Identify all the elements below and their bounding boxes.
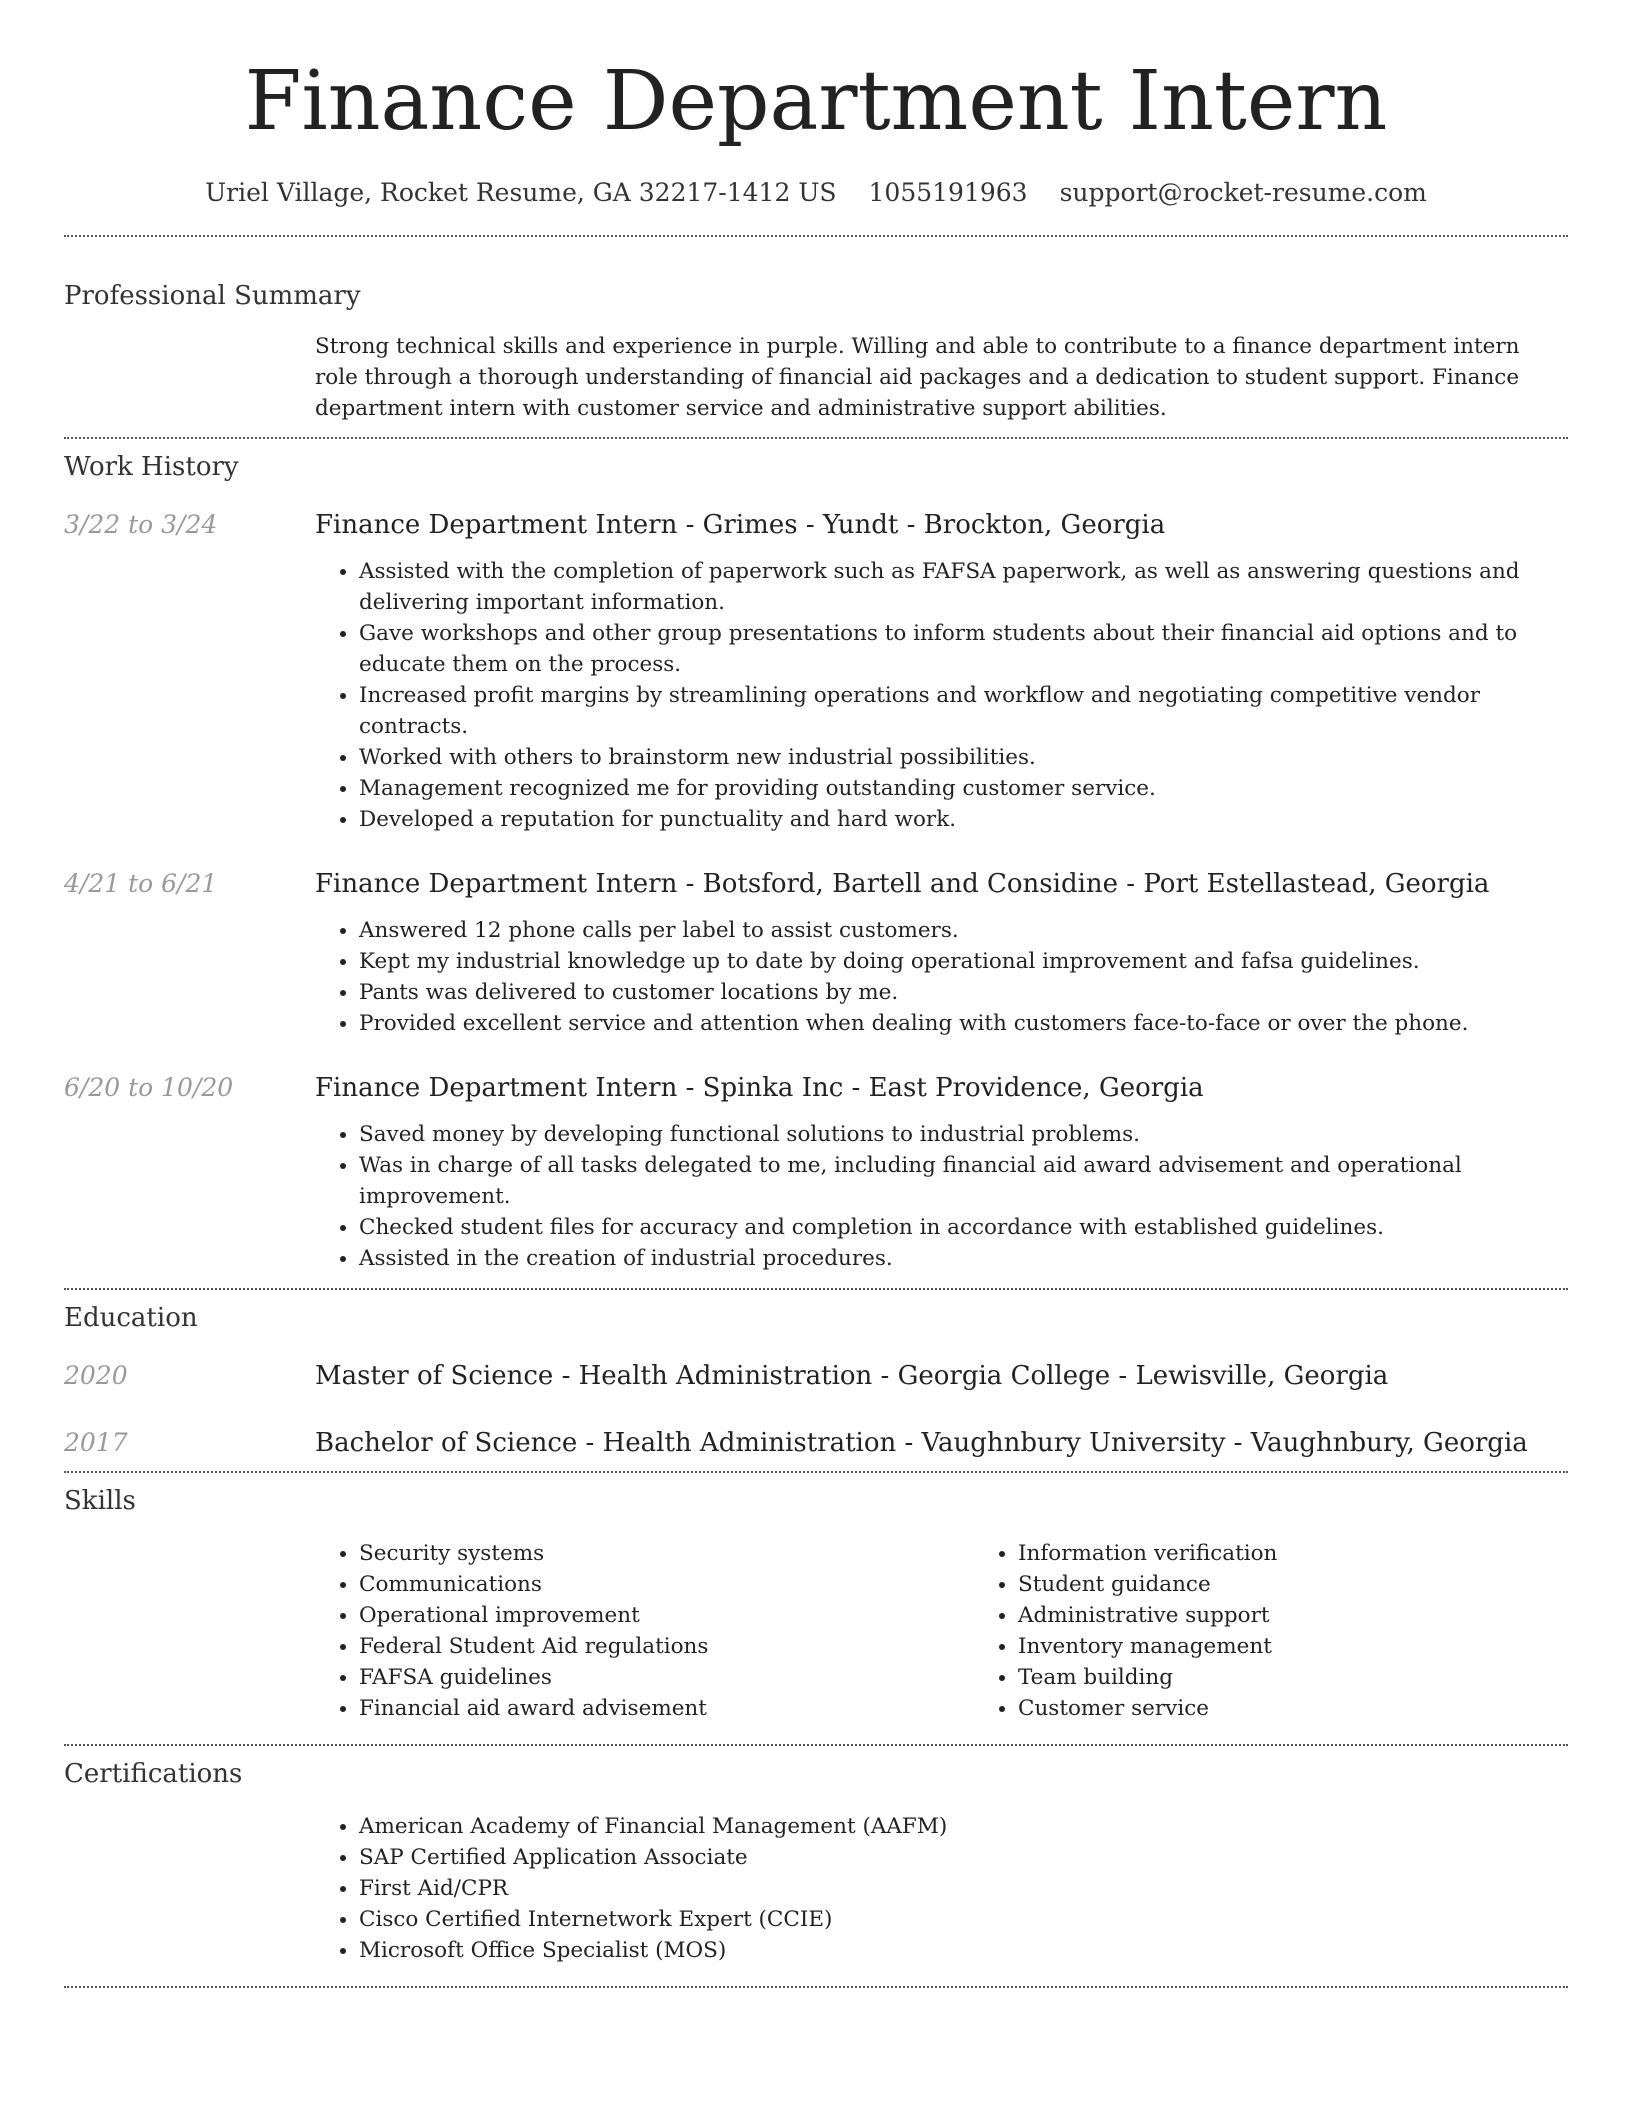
- summary-section: [64, 237, 1568, 424]
- list-item: • Customer service: [1018, 1693, 1632, 1724]
- divider: [64, 1986, 1568, 1988]
- list-item: • Information verification: [1018, 1538, 1632, 1569]
- skills-section: [64, 1473, 1568, 1724]
- section-title-education: Education: [64, 1303, 198, 1333]
- education-degree: Bachelor of Science - Health Administration: [315, 1428, 897, 1458]
- work-section: [64, 439, 1568, 1274]
- job-entry: [64, 867, 1568, 1039]
- job-dates: 3/22 to 3/24: [64, 510, 218, 539]
- list-item: • Saved money by developing functional solutions to industrial problems.: [359, 1119, 1568, 1150]
- list-item: • Management recognized me for providing outstanding customer service.: [359, 773, 1568, 804]
- job-bullets: [315, 556, 1568, 835]
- list-item: • Checked student files for accuracy and completion in accordance with established guidelines.: [359, 1212, 1568, 1243]
- list-item: • FAFSA guidelines: [359, 1662, 974, 1693]
- education-entry: [64, 1359, 1568, 1393]
- list-item: • Microsoft Office Specialist (MOS): [359, 1935, 1568, 1966]
- education-degree: Master of Science - Health Administration: [315, 1361, 873, 1391]
- list-item: • Communications: [359, 1569, 974, 1600]
- section-title-summary: Professional Summary: [64, 281, 361, 311]
- list-item: • Developed a reputation for punctuality and hard work.: [359, 804, 1568, 835]
- list-item: • Security systems: [359, 1538, 974, 1569]
- job-title: Finance Department Intern - Grimes - Yundt - Brockton, Georgia: [315, 510, 1166, 540]
- summary-text: Strong technical skills and experience in purple. Willing and able to contribute to a finance department intern role through a thorough understanding of financial aid packages and a dedication to student support. Finance department intern with customer service and administrative support abilities.: [315, 334, 1520, 421]
- contact-phone: 1055191963: [868, 178, 1028, 207]
- job-title: Finance Department Intern - Botsford, Bartell and Considine - Port Estellastead, Georgia: [315, 869, 1490, 899]
- candidate-name: Finance Department Intern: [244, 54, 1388, 149]
- list-item: • Worked with others to brainstorm new industrial possibilities.: [359, 742, 1568, 773]
- list-item: • Cisco Certified Internetwork Expert (CCIE): [359, 1904, 1568, 1935]
- skills-list-left: [315, 1538, 974, 1724]
- education-section: [64, 1290, 1568, 1460]
- contact-address: Uriel Village, Rocket Resume, GA 32217-1412 US: [205, 178, 837, 207]
- education-school: - Georgia College - Lewisville, Georgia: [872, 1361, 1389, 1391]
- list-item: • Administrative support: [1018, 1600, 1632, 1631]
- section-title-certifications: Certifications: [64, 1759, 243, 1789]
- education-year: 2017: [64, 1428, 128, 1457]
- job-bullets: [315, 915, 1568, 1039]
- section-title-skills: Skills: [64, 1486, 136, 1516]
- section-title-work: Work History: [64, 452, 239, 482]
- list-item: • Gave workshops and other group presentations to inform students about their financial aid options and to educate them on the process.: [359, 618, 1568, 680]
- job-title: Finance Department Intern - Spinka Inc - East Providence, Georgia: [315, 1073, 1204, 1103]
- job-dates: 6/20 to 10/20: [64, 1073, 234, 1102]
- list-item: • SAP Certified Application Associate: [359, 1842, 1568, 1873]
- education-year: 2020: [64, 1361, 128, 1390]
- job-bullets: [315, 1119, 1568, 1274]
- list-item: • Was in charge of all tasks delegated to me, including financial aid award advisement and operational improvement.: [359, 1150, 1568, 1212]
- skills-list-right: [974, 1538, 1632, 1724]
- list-item: • Federal Student Aid regulations: [359, 1631, 974, 1662]
- list-item: • First Aid/CPR: [359, 1873, 1568, 1904]
- education-entry: [64, 1426, 1568, 1460]
- skills-grid: [315, 1538, 1632, 1724]
- contact-email: support@rocket-resume.com: [1059, 178, 1427, 207]
- list-item: • Student guidance: [1018, 1569, 1632, 1600]
- list-item: • Financial aid award advisement: [359, 1693, 974, 1724]
- list-item: • Kept my industrial knowledge up to date by doing operational improvement and fafsa guidelines.: [359, 946, 1568, 977]
- list-item: • Pants was delivered to customer locations by me.: [359, 977, 1568, 1008]
- job-dates: 4/21 to 6/21: [64, 869, 218, 898]
- list-item: • Increased profit margins by streamlining operations and workflow and negotiating competitive vendor contracts.: [359, 680, 1568, 742]
- education-school: - Vaughnbury University - Vaughnbury, Georgia: [896, 1428, 1528, 1458]
- list-item: • Inventory management: [1018, 1631, 1632, 1662]
- list-item: • Operational improvement: [359, 1600, 974, 1631]
- list-item: • Answered 12 phone calls per label to assist customers.: [359, 915, 1568, 946]
- list-item: • Assisted in the creation of industrial procedures.: [359, 1243, 1568, 1274]
- list-item: • Assisted with the completion of paperwork such as FAFSA paperwork, as well as answering questions and delivering important information.: [359, 556, 1568, 618]
- list-item: • Team building: [1018, 1662, 1632, 1693]
- certifications-list: [315, 1811, 1568, 1966]
- job-entry: [64, 508, 1568, 835]
- contact-line: [64, 176, 1568, 210]
- list-item: • Provided excellent service and attention when dealing with customers face-to-face or over the phone.: [359, 1008, 1568, 1039]
- list-item: • American Academy of Financial Management (AAFM): [359, 1811, 1568, 1842]
- certifications-section: [64, 1746, 1568, 1966]
- job-entry: [64, 1071, 1568, 1274]
